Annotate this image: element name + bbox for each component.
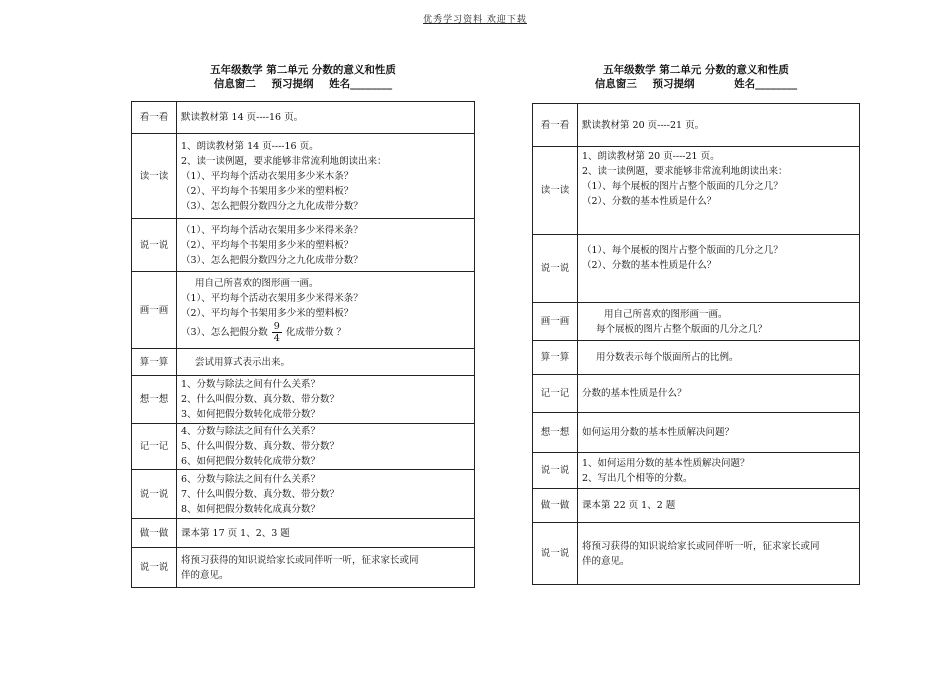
row-label: 想一想 bbox=[533, 413, 578, 453]
row-label: 说一说 bbox=[533, 523, 578, 585]
row-label: 做一做 bbox=[132, 519, 177, 548]
content-line: 用分数表示每个版面所占的比例。 bbox=[596, 352, 739, 363]
table-row bbox=[132, 470, 475, 519]
row-label: 读一读 bbox=[533, 147, 578, 235]
row-content bbox=[177, 470, 475, 519]
content-line: 伴的意见。 bbox=[582, 555, 630, 567]
table-row bbox=[533, 489, 860, 523]
table-row bbox=[533, 341, 860, 375]
row-content bbox=[578, 523, 860, 585]
row-label: 记一记 bbox=[132, 424, 177, 470]
row-content bbox=[177, 349, 475, 376]
row-label: 说一说 bbox=[132, 548, 177, 588]
table-row bbox=[132, 519, 475, 548]
content-line: （2）、分数的基本性质是什么？ bbox=[582, 260, 717, 271]
content-line: （1）、平均每个活动衣架用多少米木条？ bbox=[181, 170, 354, 182]
row-label: 说一说 bbox=[132, 470, 177, 519]
row-label: 画一画 bbox=[132, 272, 177, 349]
row-label: 看一看 bbox=[533, 104, 578, 147]
content-line: 课本第 17 页 1、2、3 题 bbox=[181, 527, 290, 539]
table-row bbox=[132, 424, 475, 470]
row-content bbox=[578, 303, 860, 341]
fraction-line-suffix: 化成带分数 ？ bbox=[285, 327, 346, 338]
row-label: 算一算 bbox=[533, 341, 578, 375]
content-line: （3）、怎么把假分数四分之九化成带分数？ bbox=[181, 254, 363, 266]
content-line: （2）、平均每个书架用多少米的塑料板？ bbox=[181, 185, 354, 197]
content-line: 2、读一读例题，要求能够非常流利地朗读出来： bbox=[181, 155, 387, 167]
content-line: 尝试用算式表示出来。 bbox=[195, 356, 291, 368]
row-label: 读一读 bbox=[132, 134, 177, 219]
content-line: 默读教材第 20 页----21 页。 bbox=[582, 119, 705, 131]
row-content bbox=[578, 375, 860, 413]
row-content bbox=[177, 134, 475, 219]
content-line: 默读教材第 14 页----16 页。 bbox=[181, 112, 304, 123]
table-row bbox=[533, 147, 860, 235]
content-line: 6、如何把假分数转化成带分数？ bbox=[181, 456, 321, 467]
content-line: 2、读一读例题，要求能够非常流利地朗读出来： bbox=[582, 166, 788, 177]
row-label: 想一想 bbox=[132, 376, 177, 424]
row-label: 看一看 bbox=[132, 102, 177, 134]
table-row bbox=[533, 453, 860, 489]
content-line: 如何运用分数的基本性质解决问题？ bbox=[582, 427, 735, 438]
left-subtitle bbox=[131, 76, 475, 91]
table-row bbox=[533, 303, 860, 341]
content-line: 将预习获得的知识说给家长或同伴听一听，征求家长或同 bbox=[181, 554, 419, 566]
content-line: 将预习获得的知识说给家长或同伴听一听，征求家长或同 bbox=[582, 540, 820, 552]
content-line: 1、分数与除法之间有什么关系？ bbox=[181, 379, 321, 390]
row-label: 说一说 bbox=[533, 453, 578, 489]
left-name-field: 姓名________ bbox=[329, 78, 393, 90]
right-outline-label: 预习提纲 bbox=[652, 78, 695, 90]
row-label: 做一做 bbox=[533, 489, 578, 523]
table-row bbox=[132, 548, 475, 588]
content-line: 3、如何把假分数转化成带分数？ bbox=[181, 409, 321, 420]
content-line: 1、如何运用分数的基本性质解决问题？ bbox=[582, 457, 750, 469]
table-row bbox=[132, 219, 475, 272]
content-line: 1、朗读教材第 14 页----16 页。 bbox=[181, 140, 319, 152]
content-line: 每个展板的图片占整个版面的几分之几？ bbox=[596, 323, 768, 335]
content-line: （1）、每个展板的图片占整个版面的几分之几？ bbox=[582, 245, 783, 256]
row-label: 画一画 bbox=[533, 303, 578, 341]
content-line: （3）、怎么把假分数四分之九化成带分数？ bbox=[181, 200, 363, 212]
content-line: 2、什么叫假分数、真分数、带分数？ bbox=[181, 394, 340, 405]
content-line: 伴的意见。 bbox=[181, 569, 229, 581]
content-line: （2）、平均每个书架用多少米的塑料板？ bbox=[181, 308, 354, 319]
table-row bbox=[132, 102, 475, 134]
content-line: 7、什么叫假分数、真分数、带分数？ bbox=[181, 488, 340, 500]
row-content bbox=[578, 104, 860, 147]
row-content bbox=[177, 102, 475, 134]
row-label: 说一说 bbox=[132, 219, 177, 272]
table-row bbox=[533, 104, 860, 147]
right-title: 五年级数学 第二单元 分数的意义和性质 bbox=[603, 64, 789, 76]
table-row bbox=[132, 272, 475, 349]
left-outline-table bbox=[131, 101, 475, 588]
content-line: 用自己所喜欢的图形画一画。 bbox=[604, 308, 728, 320]
fraction-denominator: 4 bbox=[273, 333, 280, 344]
fraction-numerator: 9 bbox=[273, 321, 280, 332]
content-line: （2）、平均每个书架用多少米的塑料板？ bbox=[181, 239, 354, 251]
row-content bbox=[578, 341, 860, 375]
content-line: 2、写出几个相等的分数。 bbox=[582, 472, 693, 484]
content-line: 6、分数与除法之间有什么关系？ bbox=[181, 473, 321, 485]
content-line: （1）、每个展板的图片占整个版面的几分之几？ bbox=[582, 181, 783, 192]
row-content bbox=[578, 453, 860, 489]
row-content bbox=[177, 548, 475, 588]
content-line: （1）、平均每个活动衣架用多少米得米条？ bbox=[181, 224, 363, 236]
fraction-nine-fourths bbox=[272, 321, 282, 344]
right-outline-table bbox=[532, 103, 860, 585]
content-line: 8、如何把假分数转化成真分数？ bbox=[181, 503, 321, 515]
content-line bbox=[181, 321, 470, 344]
row-content bbox=[177, 219, 475, 272]
content-line: 4、分数与除法之间有什么关系？ bbox=[181, 426, 321, 437]
row-content bbox=[578, 489, 860, 523]
table-row bbox=[533, 413, 860, 453]
row-content bbox=[177, 376, 475, 424]
left-outline-label: 预习提纲 bbox=[271, 78, 314, 90]
row-content bbox=[578, 235, 860, 303]
row-label: 说一说 bbox=[533, 235, 578, 303]
table-row bbox=[132, 376, 475, 424]
row-label: 记一记 bbox=[533, 375, 578, 413]
row-content bbox=[578, 147, 860, 235]
table-row bbox=[533, 523, 860, 585]
table-row bbox=[533, 235, 860, 303]
row-label: 算一算 bbox=[132, 349, 177, 376]
content-line: 1、朗读教材第 20 页----21 页。 bbox=[582, 151, 720, 162]
row-content bbox=[177, 519, 475, 548]
right-name-field: 姓名________ bbox=[734, 78, 798, 90]
content-line: 5、什么叫假分数、真分数、带分数？ bbox=[181, 441, 340, 452]
content-line: 用自己所喜欢的图形画一画。 bbox=[195, 278, 319, 289]
row-content bbox=[177, 272, 475, 349]
table-row bbox=[132, 134, 475, 219]
left-window-label: 信息窗二 bbox=[213, 78, 256, 90]
content-line: （1）、平均每个活动衣架用多少米得米条？ bbox=[181, 293, 363, 304]
row-content bbox=[177, 424, 475, 470]
right-window-label: 信息窗三 bbox=[594, 78, 637, 90]
left-title: 五年级数学 第二单元 分数的意义和性质 bbox=[210, 64, 396, 76]
content-line: （2）、分数的基本性质是什么？ bbox=[582, 196, 717, 207]
content-line: 课本第 22 页 1、2 题 bbox=[582, 500, 676, 511]
table-row bbox=[132, 349, 475, 376]
right-subtitle bbox=[532, 76, 860, 91]
header-note: 优秀学习资料 欢迎下载 bbox=[423, 15, 527, 25]
row-content bbox=[578, 413, 860, 453]
content-line: 分数的基本性质是什么？ bbox=[582, 388, 687, 399]
fraction-line-prefix: （3）、怎么把假分数 bbox=[181, 327, 268, 338]
table-row bbox=[533, 375, 860, 413]
